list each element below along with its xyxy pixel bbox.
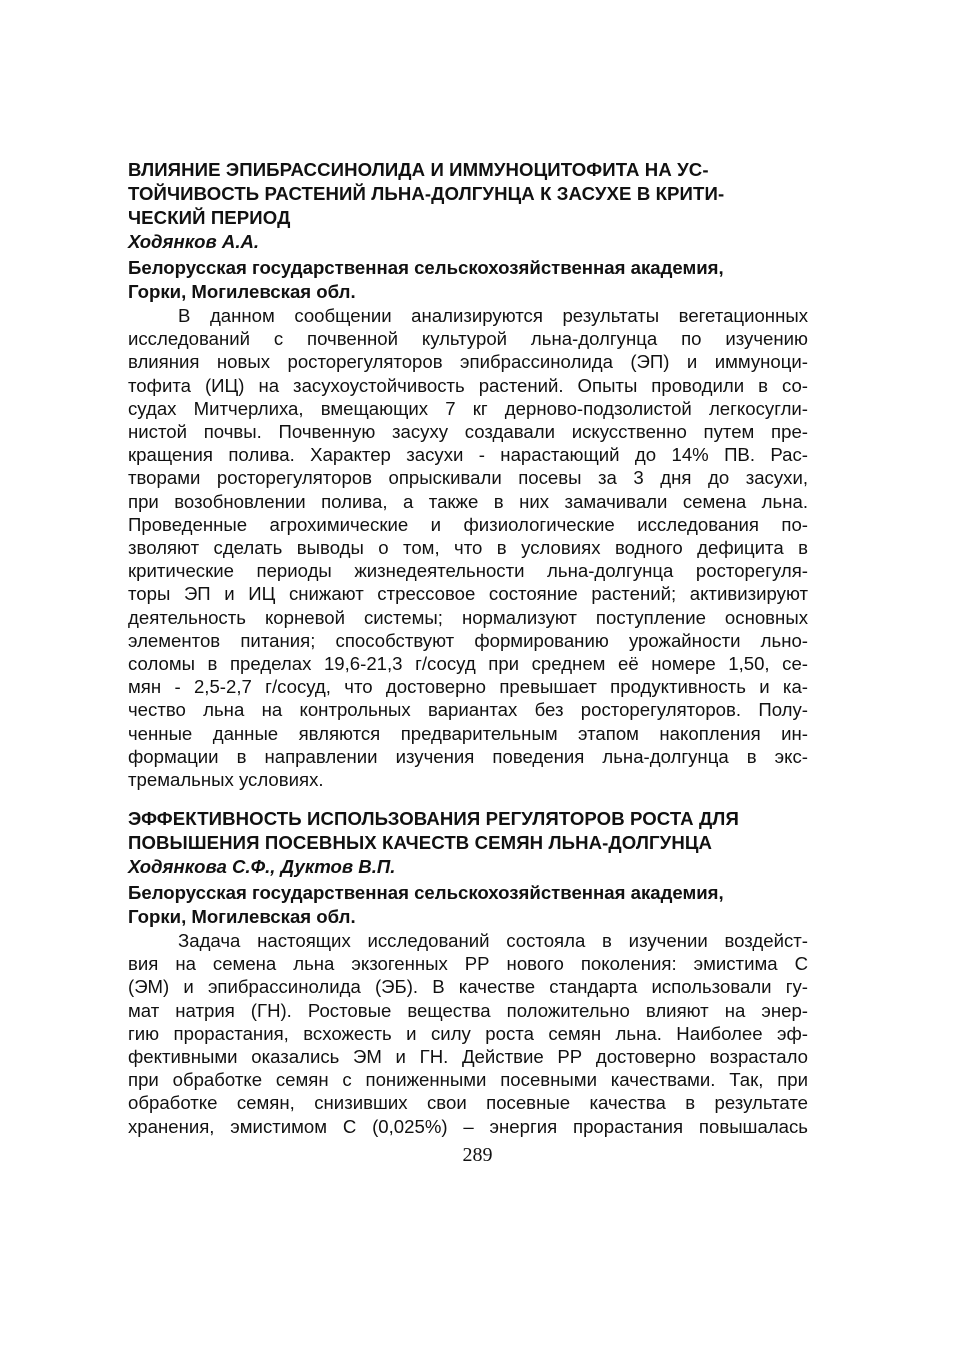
body-line: (ЭМ) и эпибрассинолида (ЭБ). В качестве стандарта использовали гу- [128, 976, 808, 998]
article-body [128, 304, 808, 791]
body-line: мян - 2,5-2,7 г/сосуд, что достоверно превышает продуктивность и ка- [128, 676, 808, 698]
body-line: вия на семена льна экзогенных РР нового поколения: эмистима С [128, 953, 808, 975]
body-line: гию прорастания, всхожесть и силу роста семян льна. Наиболее эф- [128, 1022, 808, 1044]
body-line: фективными оказались ЭМ и ГН. Действие РР достоверно возрастало [128, 1046, 808, 1068]
affiliation-line: Горки, Могилевская обл. [128, 906, 356, 927]
body-line: хранения, эмистимом С (0,025%) – энергия прорастания повышалась [128, 1115, 808, 1137]
body-line: соломы в пределах 19,6-21,3 г/сосуд при среднем её номере 1,50, се- [128, 653, 808, 675]
article-affiliation [128, 881, 808, 929]
body-line: Задача настоящих исследований состояла в изучении воздейст- [178, 930, 808, 951]
article-body [128, 929, 808, 1138]
body-line: судах Митчерлиха, вмещающих 7 кг дерново-подзолистой легкосугли- [128, 397, 808, 419]
body-line: деятельность корневой системы; нормализуют поступление основных [128, 606, 808, 628]
affiliation-line: Горки, Могилевская обл. [128, 281, 356, 302]
article-1 [128, 158, 808, 791]
affiliation-line: Белорусская государственная сельскохозяйственная академия, [128, 882, 724, 903]
body-line: ченные данные являются предварительным этапом накопления ин- [128, 722, 808, 744]
article-title [128, 158, 808, 230]
body-line: элементов питания; способствуют формированию урожайности льно- [128, 629, 808, 651]
body-line: В данном сообщении анализируются результаты вегетационных [178, 305, 808, 326]
body-line: торы ЭП и ИЦ снижают стрессовое состояние растений; активизируют [128, 583, 808, 605]
article-authors: Ходянкова С.Ф., Дуктов В.П. [128, 856, 396, 877]
title-line: ТОЙЧИВОСТЬ РАСТЕНИЙ ЛЬНА-ДОЛГУНЦА К ЗАСУХЕ В КРИТИ- [128, 183, 725, 204]
body-line: влияния новых росторегуляторов эпибрассинолида (ЭП) и иммуноци- [128, 351, 808, 373]
body-line: тофита (ИЦ) на засухоустойчивость растений. Опыты проводили в со- [128, 374, 808, 396]
body-line: нистой почвы. Почвенную засуху создавали искусственно путем пре- [128, 421, 808, 443]
article-title [128, 807, 808, 855]
article-2 [128, 807, 808, 1138]
body-line: критические периоды жизнедеятельности льна-долгунца росторегуля- [128, 560, 808, 582]
article-authors: Ходянков А.А. [128, 231, 260, 252]
title-line: ЧЕСКИЙ ПЕРИОД [128, 207, 291, 228]
body-line: при возобновлении полива, а также в них замачивали семена льна. [128, 490, 808, 512]
body-line: кращения полива. Характер засухи - нарастающий до 14% ПВ. Рас- [128, 444, 808, 466]
article-affiliation [128, 256, 808, 304]
affiliation-line: Белорусская государственная сельскохозяйственная академия, [128, 257, 724, 278]
body-line: исследований с почвенной культурой льна-долгунца по изучению [128, 328, 808, 350]
body-line: при обработке семян с пониженными посевными качествами. Так, при [128, 1069, 808, 1091]
body-line: зволяют сделать выводы о том, что в условиях водного дефицита в [128, 537, 808, 559]
title-line: ВЛИЯНИЕ ЭПИБРАССИНОЛИДА И ИММУНОЦИТОФИТА НА УС- [128, 159, 709, 180]
body-line: мат натрия (ГН). Ростовые вещества положительно влияют на энер- [128, 999, 808, 1021]
body-line: чество льна на контрольных вариантах без росторегуляторов. Полу- [128, 699, 808, 721]
title-line: ПОВЫШЕНИЯ ПОСЕВНЫХ КАЧЕСТВ СЕМЯН ЛЬНА-ДОЛГУНЦА [128, 832, 713, 853]
page-number: 289 [462, 1144, 493, 1166]
body-line: формации в направлении изучения поведения льна-долгунца в экс- [128, 745, 808, 767]
title-line: ЭФФЕКТИВНОСТЬ ИСПОЛЬЗОВАНИЯ РЕГУЛЯТОРОВ РОСТА ДЛЯ [128, 808, 739, 829]
body-line: обработке семян, снизивших свои посевные качества в результате [128, 1092, 808, 1114]
body-line: Проведенные агрохимические и физиологические исследования по- [128, 513, 808, 535]
body-line: тремальных условиях. [128, 769, 324, 791]
body-line: творами росторегуляторов опрыскивали посевы за 3 дня до засухи, [128, 467, 808, 489]
